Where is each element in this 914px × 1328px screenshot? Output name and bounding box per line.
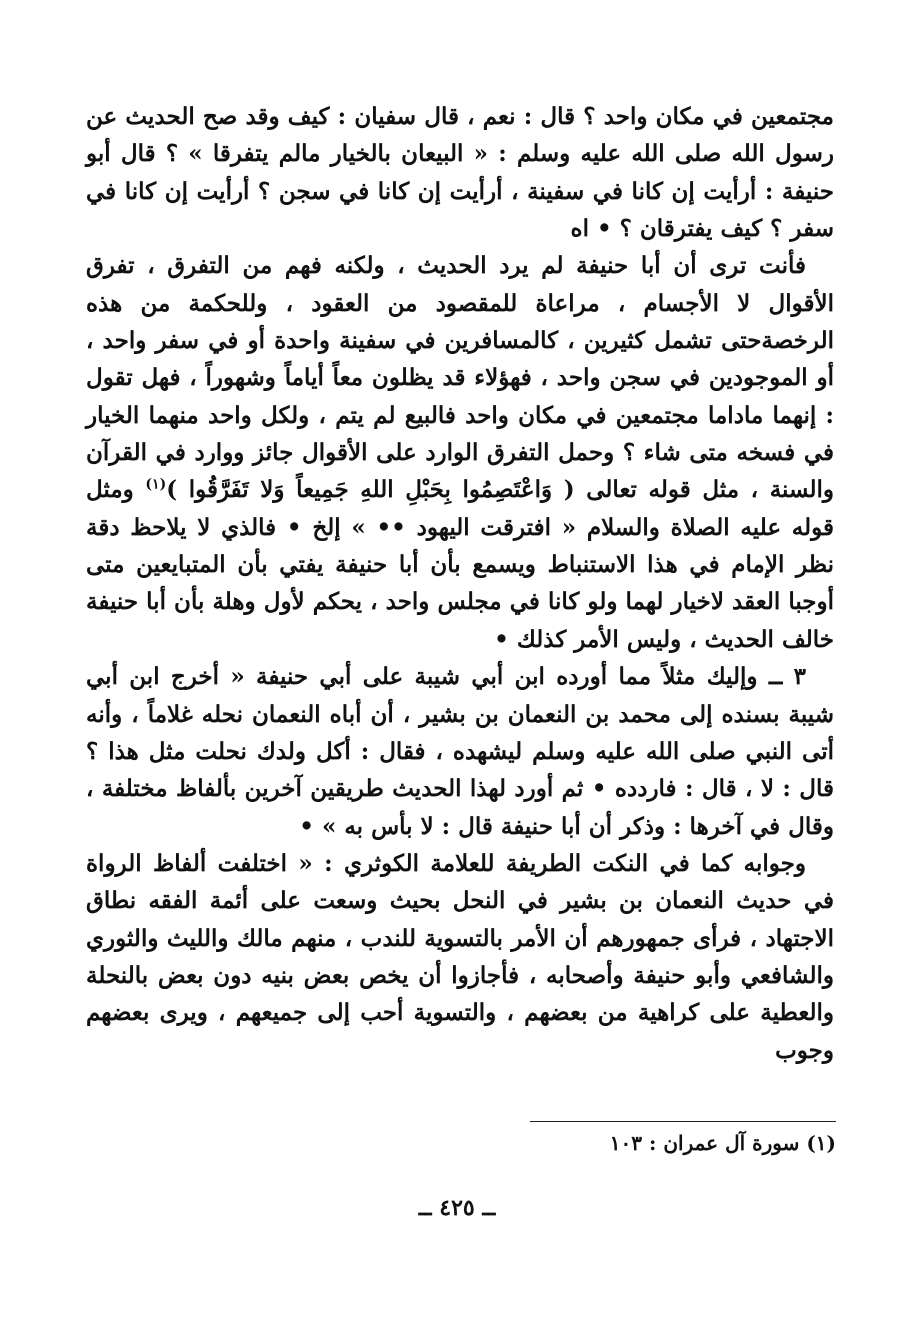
paragraph-1-continuation: مجتمعين في مكان واحد ؟ قال : نعم ، قال سفيان : كيف وقد صح الحديث عن رسول الله صلى الله عليه وسلم : « البيعان بالخيار مالم يتفرقا » ؟ قال أبو حنيفة : أرأيت إن كانا في سفينة ، أرأيت إن كانا في سجن ؟ أرأيت إن كانا في سفر ؟ كيف يفترقان ؟ • اه — [86, 103, 834, 243]
footnote: (١) سورة آل عمران : ١٠٣ — [609, 1131, 836, 1155]
paragraph-2-tail: ومثل قوله عليه الصلاة والسلام « افترقت اليهود •• » إلخ • فالذي لا يلاحظ دقة نظر الإمام في هذا الاستنباط ويسمع بأن أبا حنيفة يفتي بأن المتبايعين متى أوجبا العقد لاخيار لهما ولو كانا في مجلس واحد ، يحكم لأول وهلة بأن أبا حنيفة خالف الحديث ، وليس الأمر كذلك • — [86, 476, 834, 653]
paragraph-2-text: فأنت ترى أن أبا حنيفة لم يرد الحديث ، ولكنه فهم من التفرق ، تفرق الأقوال لا الأجسام ، مراعاة للمقصود من العقود ، وللحكمة من هذه الرخصةحتى تشمل كثيرين ، كالمسافرين في سفينة واحدة أو في سفر واحد ، أو الموجودين في سجن واحد ، فهؤلاء قد يظلون معاً أياماً وشهوراً ، فهل تقول : إنهما ماداما مجتمعين في مكان واحد فالبيع لم يتم ، ولكل واحد منهما الخيار في فسخه متى شاء ؟ وحمل التفرق الوارد على الأقوال جائز ووارد في القرآن والسنة ، مثل قوله تعالى ( وَاعْتَصِمُوا بِحَبْلِ اللهِ جَمِيعاً وَلا تَفَرَّقُوا ) — [86, 252, 834, 504]
footnote-divider — [530, 1121, 836, 1122]
page-number: ــ ٤٢٥ ــ — [418, 1195, 496, 1221]
paragraph-4: وجوابه كما في النكت الطريفة للعلامة الكوثري : « اختلفت ألفاظ الرواة في حديث النعمان بن بشير في النحل بحيث وسعت على أئمة الفقه نطاق الاجتهاد ، فرأى جمهورهم أن الأمر بالتسوية للندب ، منهم مالك والليث والثوري والشافعي وأبو حنيفة وأصحابه ، فأجازوا أن يخص بعض بنيه دون بعض بالنحلة والعطية على كراهية من بعضهم ، والتسوية أحب إلى جميعهم ، ويرى بعضهم وجوب — [86, 849, 834, 1064]
paragraph-3: ٣ ــ وإليك مثلاً مما أورده ابن أبي شيبة على أبي حنيفة « أخرج ابن أبي شيبة بسنده إلى محمد بن النعمان بن بشير ، أن أباه النعمان نحله غلاماً ، وأنه أتى النبي صلى الله عليه وسلم ليشهده ، فقال : أكل ولدك نحلت مثل هذا ؟ قال : لا ، قال : فاردده • ثم أورد لهذا الحديث طريقين آخرين بألفاظ مختلفة ، وقال في آخرها : وذكر أن أبا حنيفة قال : لا بأس به » • — [86, 663, 834, 840]
paragraph-2 — [86, 247, 834, 658]
body-text — [86, 98, 834, 1069]
footnote-reference: (١) — [145, 476, 167, 493]
